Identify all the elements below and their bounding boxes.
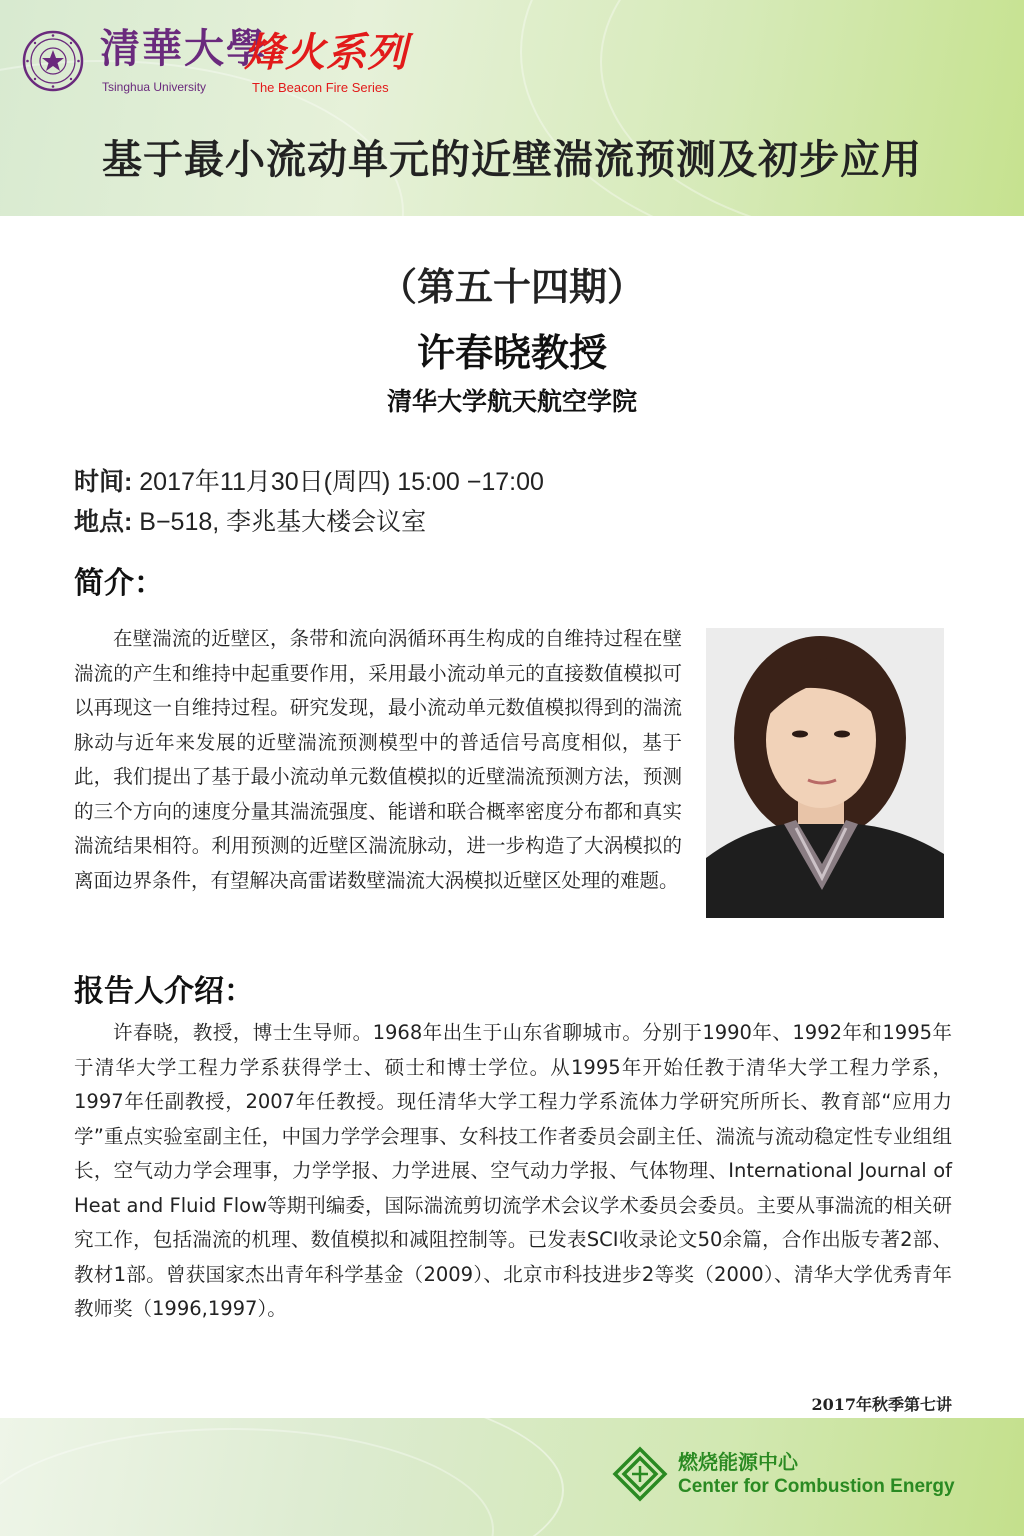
cce-name-en: Center for Combustion Energy xyxy=(678,1476,955,1497)
time-line xyxy=(74,462,544,498)
term-label: 2017年秋季第七讲 xyxy=(811,1395,952,1414)
speaker-affiliation: 清华大学航天航空学院 xyxy=(386,387,637,416)
speaker-name: 许春晓教授 xyxy=(416,331,607,375)
place-line xyxy=(74,502,426,538)
issue-number: （第五十四期） xyxy=(378,264,645,309)
speaker-photo xyxy=(706,628,944,918)
place-label: 地点: xyxy=(74,508,133,536)
beacon-series-cn: 烽火系列 xyxy=(244,30,408,76)
cce-logo-icon xyxy=(612,1446,668,1502)
tsinghua-seal-icon xyxy=(22,30,84,92)
tsinghua-name-cn: 清華大學 xyxy=(100,25,268,72)
time-value: 2017年11月30日(周四) 15:00 −17:00 xyxy=(132,468,544,496)
place-value: B−518, 李兆基大楼会议室 xyxy=(132,508,427,536)
abstract-text: 在壁湍流的近壁区，条带和流向涡循环再生构成的自维持过程在壁湍流的产生和维持中起重要作用，采用最小流动单元的直接数值模拟可以再现这一自维持过程。研究发现，最小流动单元数值模拟得到的湍流脉动与近年来发展的近壁湍流预测模型中的普适信号高度相似，基于此，我们提出了基于最小流动单元数值模拟的近壁湍流预测方法，预测的三个方向的速度分量其湍流强度、能谱和联合概率密度分布都和真实湍流结果相符。利用预测的近壁区湍流脉动，进一步构造了大涡模拟的离面边界条件，有望解决高雷诺数壁湍流大涡模拟近壁区处理的难题。 xyxy=(74,627,682,892)
tsinghua-name-en: Tsinghua University xyxy=(102,80,207,94)
time-label: 时间: xyxy=(74,468,133,496)
bio-heading: 报告人介绍： xyxy=(74,974,254,1009)
bio-text: 许春晓，教授，博士生导师。1968年出生于山东省聊城市。分别于1990年、1992年和1995年于清华大学工程力学系获得学士、硕士和博士学位。从1995年开始任教于清华大学工程力学系，1997年任副教授，2007年任教授。现任清华大学工程力学系流体力学研究所所长、教育部“应用力学”重点实验室副主任，中国力学学会理事、女科技工作者委员会副主任、湍流与流动稳定性专业组组长，空气动力学会理事，力学学报、力学进展、空气动力学报、气体物理、International Journal of Heat and Fluid Flow等期刊编委，国际湍流剪切流学术会议学术委员会委员。主要从事湍流的相关研究工作，包括湍流的机理、数值模拟和减阻控制等。已发表SCI收录论文50余篇，合作出版专著2部、教材1部。曾获国家杰出青年科学基金（2009）、北京市科技进步2等奖（2000）、清华大学优秀青年教师奖（1996,1997）。 xyxy=(74,1021,952,1320)
cce-name-cn: 燃烧能源中心 xyxy=(678,1450,798,1474)
abstract-heading: 简介： xyxy=(74,566,164,601)
talk-title: 基于最小流动单元的近壁湍流预测及初步应用 xyxy=(102,137,922,183)
beacon-series-en: The Beacon Fire Series xyxy=(252,80,389,95)
